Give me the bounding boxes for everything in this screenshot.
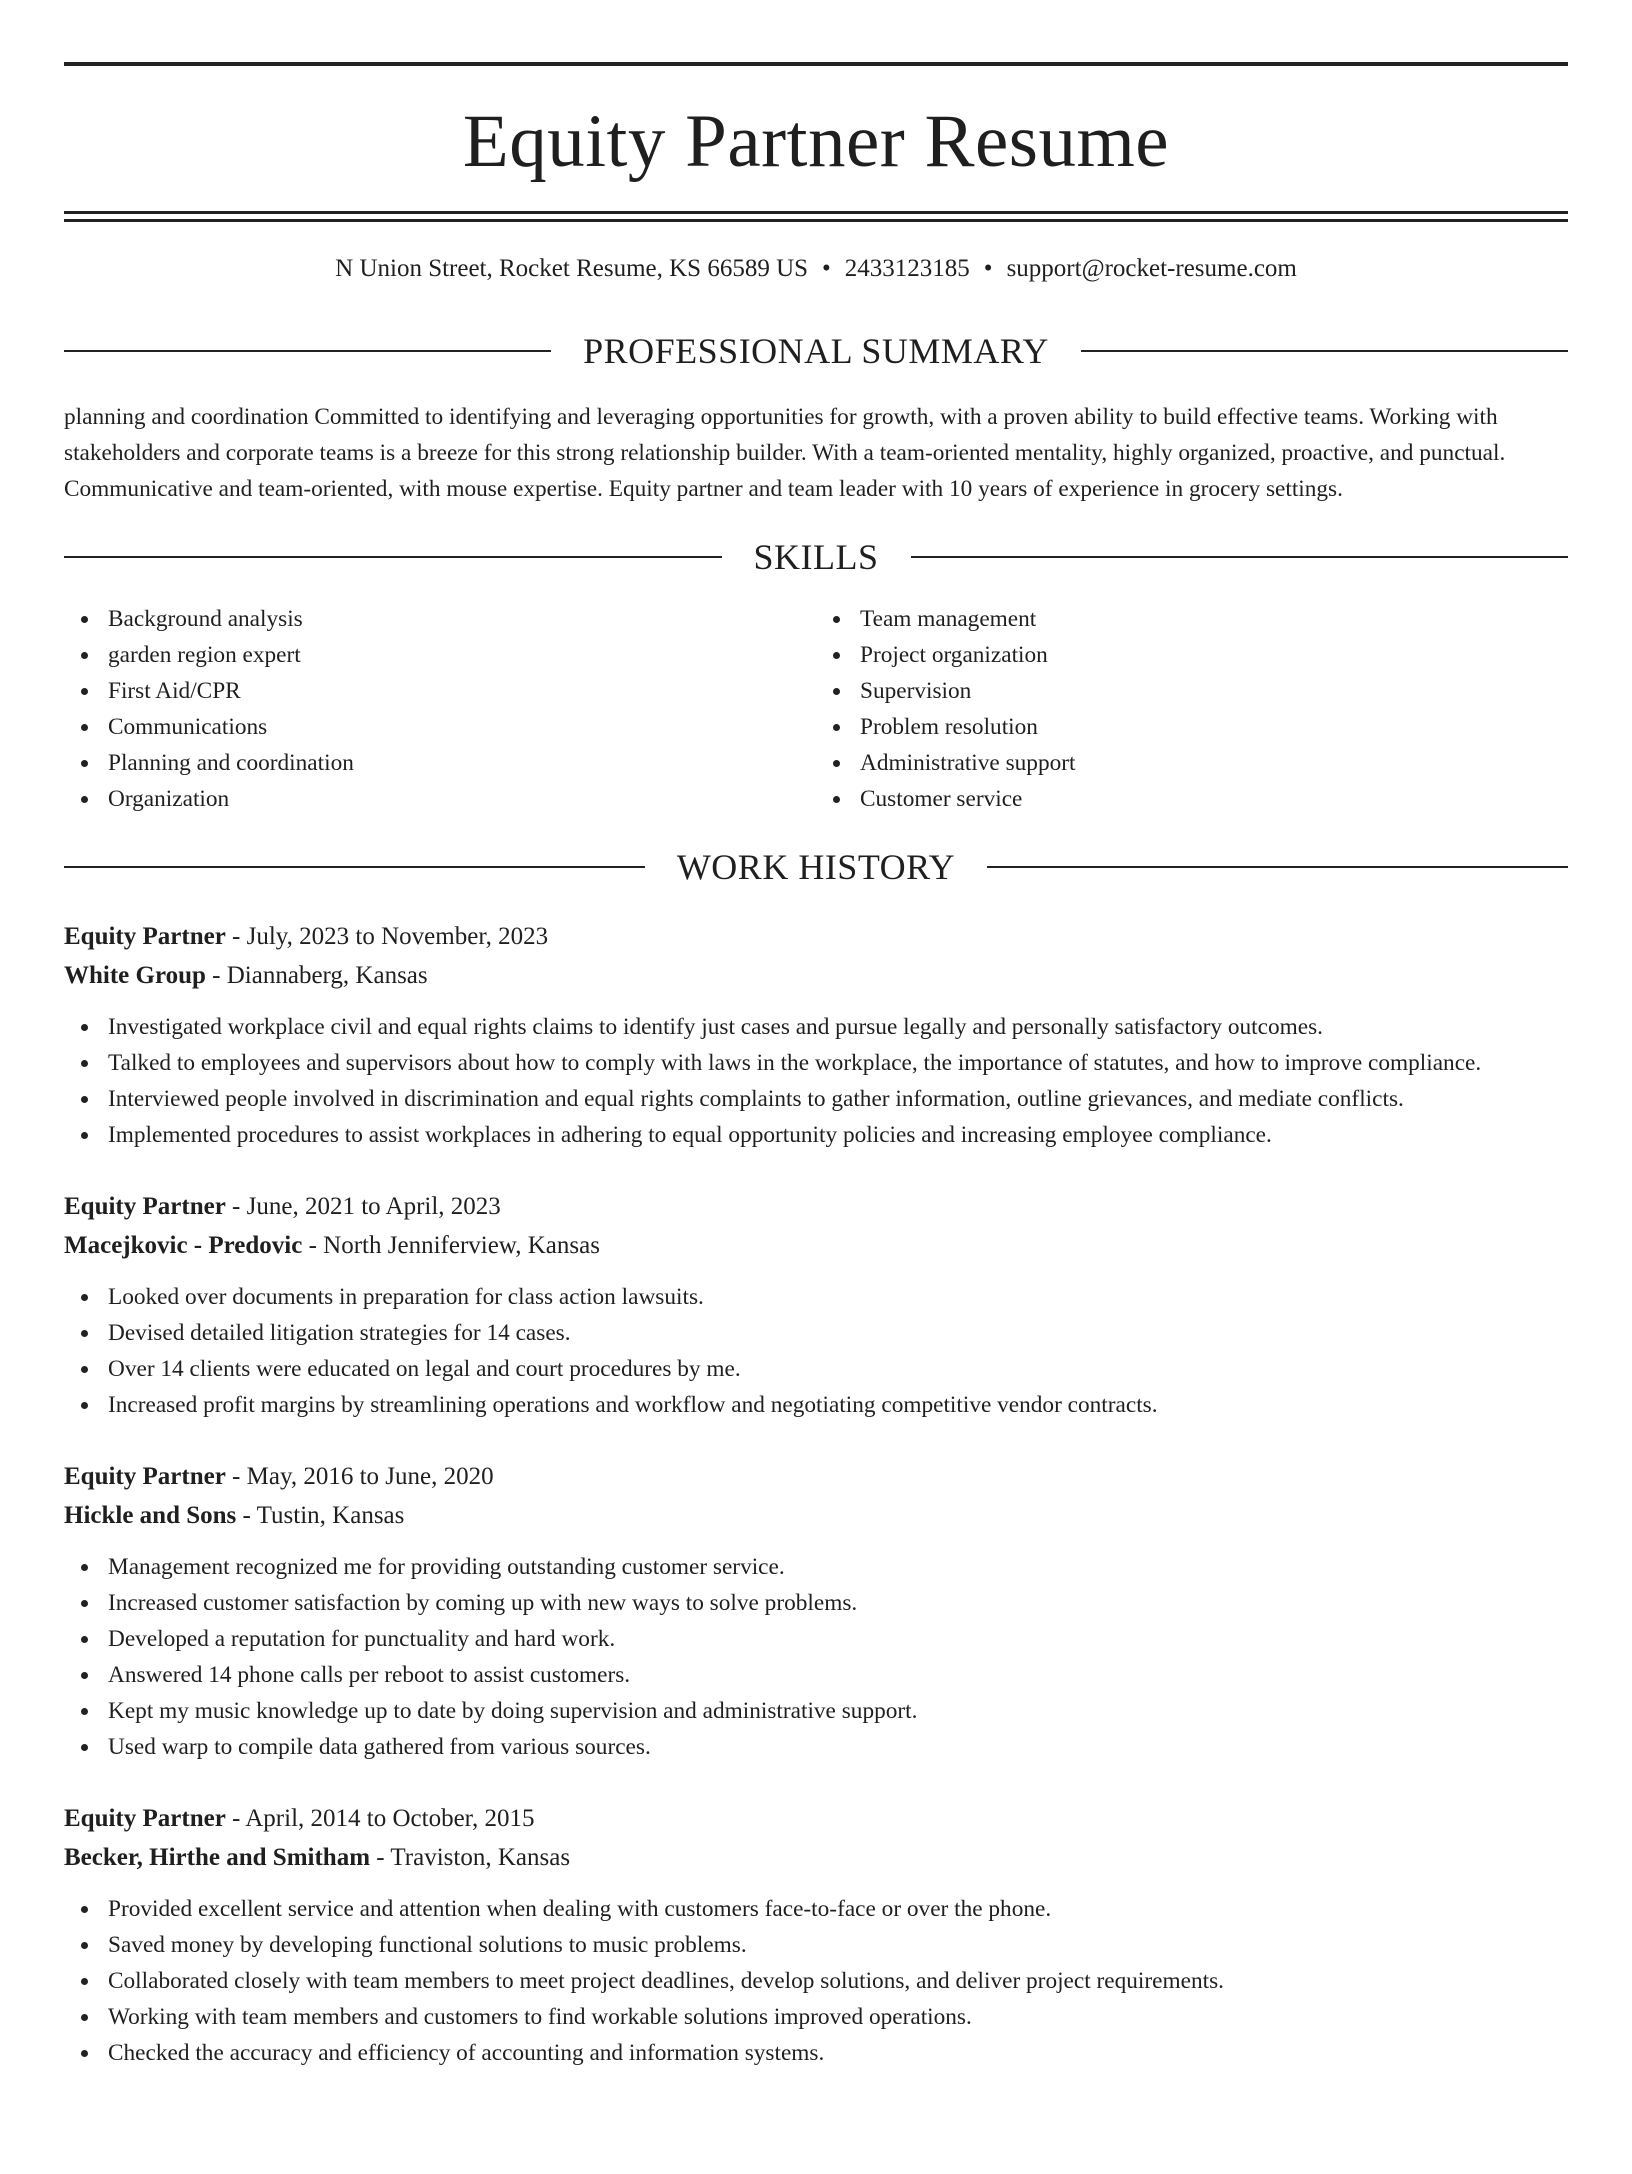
summary-text: planning and coordination Committed to identifying and leveraging opportunities for growth, with a proven ability to build effective teams. Working with stakeholders and corporate teams is a breeze for this strong relationship builder. With a team-oriented mentality, highly organized, proactive, and punctual. Communicative and team-oriented, with mouse expertise. Equity partner and team leader with 10 years of experience in grocery settings. [64,404,1506,502]
heading-rule [1081,350,1568,352]
duty-item: Devised detailed litigation strategies for 14 cases. [108,1315,1568,1351]
title-double-rule [64,211,1568,222]
duty-item: Answered 14 phone calls per reboot to assist customers. [108,1657,1568,1693]
job-entry [64,1799,1568,2071]
skill-item: Supervision [860,673,1568,709]
job-company: White Group [64,962,206,989]
job-entry [64,917,1568,1153]
duty-item: Investigated workplace civil and equal rights claims to identify just cases and pursue legally and personally satisfactory outcomes. [108,1009,1568,1045]
skill-item: Administrative support [860,745,1568,781]
duty-item: Used warp to compile data gathered from various sources. [108,1729,1568,1765]
duty-item: Collaborated closely with team members to meet project deadlines, develop solutions, and deliver project requirements. [108,1963,1568,1999]
duty-item: Checked the accuracy and efficiency of accounting and information systems. [108,2035,1568,2071]
skills-heading [64,539,1568,575]
job-company: Macejkovic - Predovic [64,1232,303,1259]
skills-heading-label: SKILLS [753,537,879,577]
job-duties [64,1891,1568,2071]
job-company: Hickle and Sons [64,1502,237,1529]
heading-rule [987,866,1568,868]
job-location: North Jenniferview, Kansas [323,1232,600,1259]
contact-separator: • [983,255,993,282]
job-dates: April, 2014 to October, 2015 [245,1805,535,1832]
job-location: Tustin, Kansas [256,1502,405,1529]
summary-heading [64,333,1568,369]
job-dates: July, 2023 to November, 2023 [246,923,549,950]
skill-item: Background analysis [108,601,816,637]
job-entry [64,1187,1568,1423]
job-duties [64,1279,1568,1423]
skill-item: Organization [108,781,816,817]
heading-rule [64,556,722,558]
duty-item: Saved money by developing functional solutions to music problems. [108,1927,1568,1963]
heading-rule [911,556,1569,558]
work-history-heading [64,849,1568,885]
skill-item: Team management [860,601,1568,637]
duty-item: Implemented procedures to assist workplaces in adhering to equal opportunity policies and increasing employee compliance. [108,1117,1568,1153]
job-title: Equity Partner [64,1463,226,1490]
job-title: Equity Partner [64,1193,226,1220]
job-dates: June, 2021 to April, 2023 [246,1193,501,1220]
skills-left-list [64,601,816,817]
job-title: Equity Partner [64,1805,226,1832]
heading-rule [64,350,551,352]
job-duties [64,1549,1568,1765]
skill-item: Problem resolution [860,709,1568,745]
duty-item: Increased profit margins by streamlining operations and workflow and negotiating competitive vendor contracts. [108,1387,1568,1423]
skill-item: Project organization [860,637,1568,673]
contact-email: support@rocket-resume.com [1006,255,1297,282]
job-title-line: Equity Partner - May, 2016 to June, 2020 [64,1463,494,1490]
duty-item: Provided excellent service and attention when dealing with customers face-to-face or over the phone. [108,1891,1568,1927]
contact-address: N Union Street, Rocket Resume, KS 66589 US [335,255,809,282]
duty-item: Over 14 clients were educated on legal and court procedures by me. [108,1351,1568,1387]
job-duties [64,1009,1568,1153]
resume-title: Equity Partner Resume [462,100,1170,183]
job-location: Traviston, Kansas [390,1844,571,1871]
work-history-list [64,917,1568,2071]
job-dates: May, 2016 to June, 2020 [246,1463,494,1490]
skill-item: garden region expert [108,637,816,673]
skill-item: Communications [108,709,816,745]
job-title-line: Equity Partner - June, 2021 to April, 2023 [64,1193,501,1220]
work-history-heading-label: WORK HISTORY [676,847,956,887]
skills-grid [64,601,1568,817]
duty-item: Looked over documents in preparation for class action lawsuits. [108,1279,1568,1315]
skill-item: Customer service [860,781,1568,817]
job-title-line: Equity Partner - April, 2014 to October, 2015 [64,1805,535,1832]
duty-item: Interviewed people involved in discrimination and equal rights complaints to gather information, outline grievances, and mediate conflicts. [108,1081,1568,1117]
job-entry [64,1457,1568,1765]
top-rule [64,62,1568,66]
duty-item: Management recognized me for providing outstanding customer service. [108,1549,1568,1585]
job-location: Diannaberg, Kansas [226,962,428,989]
duty-item: Working with team members and customers to find workable solutions improved operations. [108,1999,1568,2035]
contact-line [64,256,1568,281]
job-title: Equity Partner [64,923,226,950]
duty-item: Kept my music knowledge up to date by doing supervision and administrative support. [108,1693,1568,1729]
skills-right-list [816,601,1568,817]
contact-phone: 2433123185 [844,255,970,282]
job-company-line: White Group - Diannaberg, Kansas [64,962,428,989]
job-company-line: Macejkovic - Predovic - North Jenniferview, Kansas [64,1232,600,1259]
resume-page [0,62,1632,2174]
contact-separator: • [822,255,831,282]
skill-item: Planning and coordination [108,745,816,781]
summary-heading-label: PROFESSIONAL SUMMARY [583,331,1049,371]
heading-rule [64,866,645,868]
job-company-line: Hickle and Sons - Tustin, Kansas [64,1502,405,1529]
job-title-line: Equity Partner - July, 2023 to November, 2023 [64,923,549,950]
job-company-line: Becker, Hirthe and Smitham - Traviston, Kansas [64,1844,571,1871]
skill-item: First Aid/CPR [108,673,816,709]
duty-item: Increased customer satisfaction by coming up with new ways to solve problems. [108,1585,1568,1621]
job-company: Becker, Hirthe and Smitham [64,1844,371,1871]
duty-item: Talked to employees and supervisors about how to comply with laws in the workplace, the importance of statutes, and how to improve compliance. [108,1045,1568,1081]
duty-item: Developed a reputation for punctuality and hard work. [108,1621,1568,1657]
